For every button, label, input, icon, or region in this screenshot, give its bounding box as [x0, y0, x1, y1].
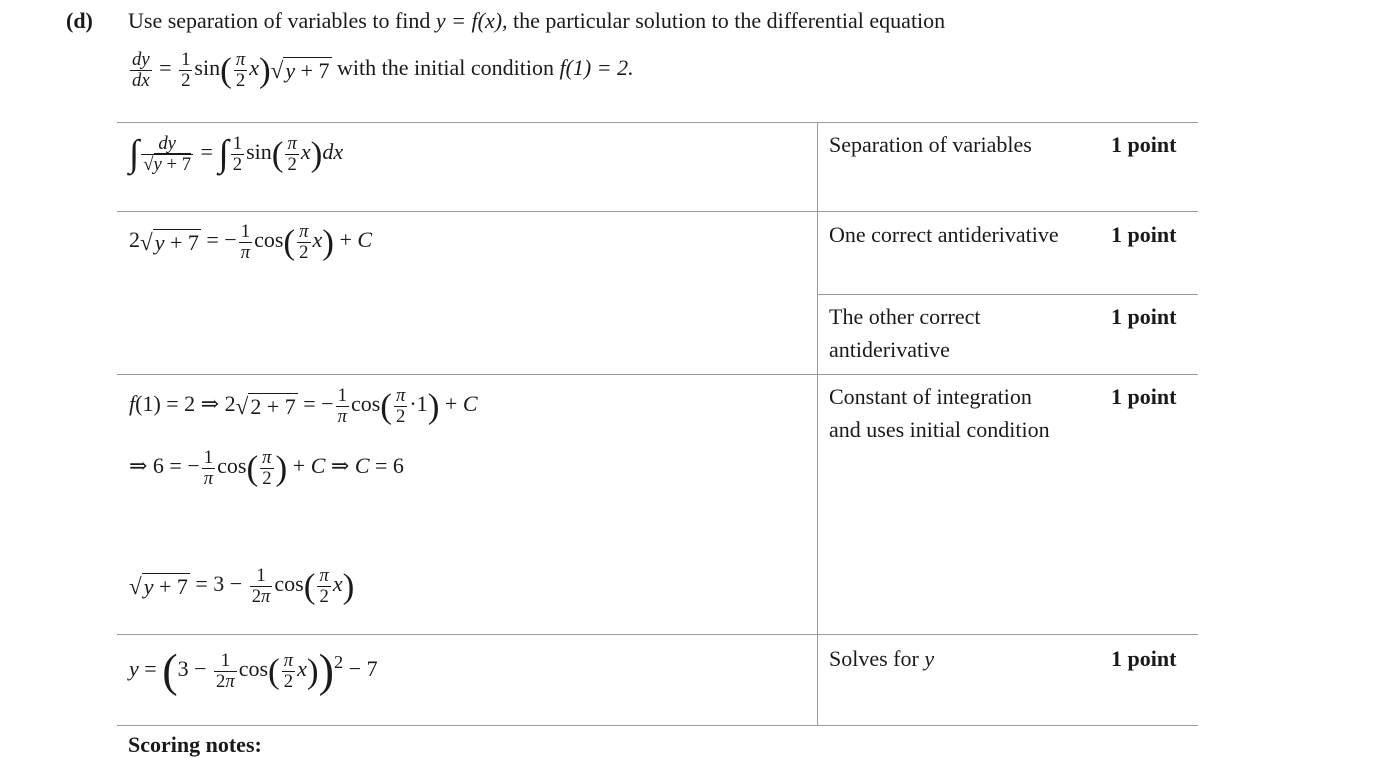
table-rule-top [117, 122, 1198, 123]
row-5-criterion: Solves for y [829, 646, 935, 671]
table-rule [117, 634, 1198, 635]
prompt-equation: y = f(x), [435, 8, 508, 33]
row-3-criterion: The other correct antiderivative [829, 304, 981, 362]
row-4-criterion: Constant of integration and uses initial condition [829, 384, 1050, 442]
prompt-text-b: the particular solution to the differential equation [513, 8, 946, 33]
table-rule [117, 211, 1198, 212]
table-rule-bottom [117, 725, 1198, 726]
de-text: with the initial condition [337, 55, 554, 81]
row-2-points: 1 point [1111, 222, 1177, 247]
initial-condition: f(1) = 2. [559, 55, 634, 81]
row-5-math: y = (3 − $\frac{1}{2\pi}$ cos( $\frac{\pi}{2}$ x))$^2$ − 7 [129, 645, 378, 696]
row-4-math-line-2: ⇒ 6 = − $\frac{1}{\pi}$ cos( $\frac{\pi}{2}$ ) + C ⇒ C = 6 [129, 447, 404, 489]
row-4-math-line-1: f(1) = 2 ⇒ 2√2 + 7 = − $\frac{1}{\pi}$ cos( $\frac{\pi}{2}$ ·1) + C [129, 385, 478, 427]
table-rule [117, 374, 1198, 375]
row-4-points: 1 point [1111, 384, 1177, 409]
scoring-notes-label: Scoring notes: [128, 732, 262, 757]
row-5-points: 1 point [1111, 646, 1177, 671]
row-4-math-line-3: √y + 7 = 3 − $\frac{1}{2\pi}$ cos( $\frac{\pi}{2}$ x) [129, 565, 355, 607]
row-1-math: ∫ $\frac{dy}{√y + 7}$ = ∫ $\frac{1}{2}$ sin( $\frac{\pi}{2}$ x)dx [129, 133, 344, 175]
row-2-criterion: One correct antiderivative [829, 222, 1059, 247]
table-rule [817, 294, 1198, 295]
differential-equation: $\frac{dy}{dx}$ = $\frac{1}{2}$ sin( $\frac{\pi}{2}$ x)√y + 7 [132, 49, 330, 91]
table-column-divider [817, 122, 818, 725]
row-1-points: 1 point [1111, 132, 1177, 157]
prompt-text-a: Use separation of variables to find [128, 8, 431, 33]
row-3-points: 1 point [1111, 304, 1177, 329]
row-2-math: 2√y + 7 = − $\frac{1}{\pi}$ cos( $\frac{\pi}{2}$ x) + C [129, 221, 373, 263]
part-label: (d) [66, 8, 93, 33]
question-prompt [128, 8, 945, 34]
differential-equation-line [128, 50, 634, 104]
row-1-criterion: Separation of variables [829, 132, 1032, 157]
